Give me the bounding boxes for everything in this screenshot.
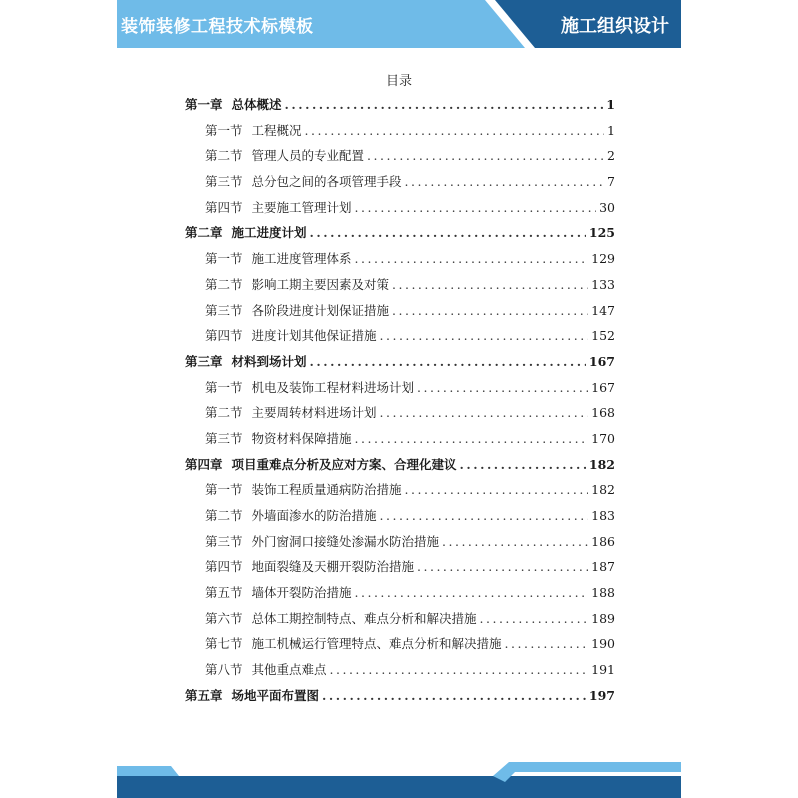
toc-entry-title: 主要施工管理计划 [251, 199, 352, 215]
toc-entry-number: 第三节 [205, 533, 243, 549]
toc-entry-title: 总体工期控制特点、难点分析和解决措施 [251, 610, 477, 626]
toc-dot-leader [355, 426, 589, 452]
toc-entry-number: 第三节 [205, 302, 243, 318]
toc-section-row[interactable] [185, 580, 615, 606]
toc-entry-number: 第一章 [185, 97, 223, 112]
toc-dot-leader [367, 143, 604, 169]
toc-dot-leader [322, 683, 586, 709]
toc-section-row[interactable] [185, 375, 615, 401]
toc-chapter-row[interactable] [185, 452, 615, 478]
toc-dot-leader [480, 606, 589, 632]
toc-entry-title: 其他重点难点 [251, 662, 327, 678]
toc-entry-title: 总体概述 [231, 97, 282, 112]
toc-page-number: 197 [588, 687, 615, 703]
toc-section-row[interactable] [185, 323, 615, 349]
toc-page-number: 167 [591, 379, 615, 395]
toc-dot-leader [380, 400, 589, 426]
toc-dot-leader [460, 452, 586, 478]
toc-entry-label [205, 375, 414, 401]
toc-entry-title: 装饰工程质量通病防治措施 [251, 482, 402, 498]
toc-page-number: 191 [591, 662, 615, 678]
toc-page-number: 186 [591, 533, 615, 549]
toc-dot-leader [305, 118, 605, 144]
toc-page-number: 170 [591, 430, 615, 446]
toc-entry-label [205, 529, 439, 555]
toc-entry-title: 外墙面渗水的防治措施 [251, 508, 377, 523]
toc-dot-leader [417, 554, 588, 580]
toc-entry-title: 墙体开裂防治措施 [251, 585, 352, 601]
toc-page-number: 189 [591, 610, 615, 626]
toc-dot-leader [442, 529, 588, 555]
toc-page-number: 167 [588, 353, 615, 369]
toc-entry-number: 第一节 [205, 482, 243, 498]
toc-page-number: 30 [599, 199, 615, 215]
toc-entry-number: 第七节 [205, 636, 243, 652]
toc-entry-label [205, 169, 402, 195]
toc-entry-label [205, 195, 352, 221]
toc-dot-leader [285, 92, 604, 118]
toc-entry-label [205, 477, 402, 503]
toc-entry-number: 第二节 [205, 508, 243, 523]
toc-entry-label [205, 118, 302, 144]
toc-entry-title: 外门窗洞口接缝处渗漏水防治措施 [251, 533, 440, 549]
toc-entry-number: 第三节 [205, 430, 243, 446]
toc-section-row[interactable] [185, 529, 615, 555]
toc-entry-number: 第一节 [205, 379, 243, 395]
toc-entry-title: 施工进度计划 [231, 225, 307, 241]
toc-entry-label [205, 554, 414, 580]
toc-page-number: 182 [591, 482, 615, 498]
toc-entry-title: 各阶段进度计划保证措施 [251, 302, 390, 318]
toc-entry-number: 第三节 [205, 174, 243, 190]
toc-page-number: 168 [591, 405, 615, 421]
toc-dot-leader [392, 298, 588, 324]
toc-dot-leader [355, 580, 589, 606]
toc-page-number: 152 [591, 328, 615, 344]
toc-section-row[interactable] [185, 272, 615, 298]
toc-entry-label [185, 683, 319, 709]
toc-entry-number: 第六节 [205, 610, 243, 626]
toc-entry-number: 第二节 [205, 405, 243, 421]
toc-section-row[interactable] [185, 400, 615, 426]
toc-entry-label [205, 580, 352, 606]
toc-page-number: 125 [588, 225, 615, 241]
toc-entry-title: 进度计划其他保证措施 [251, 328, 377, 344]
document-category: 施工组织设计 [561, 16, 669, 37]
toc-dot-leader [417, 375, 588, 401]
toc-dot-leader [330, 657, 589, 683]
toc-entry-title: 总分包之间的各项管理手段 [251, 174, 402, 190]
toc-dot-leader [355, 246, 589, 272]
toc-chapter-row[interactable] [185, 349, 615, 375]
toc-entry-label [205, 246, 352, 272]
toc-page-number: 7 [607, 174, 615, 190]
toc-title: 目录 [385, 74, 412, 89]
toc-dot-leader [310, 349, 586, 375]
toc-page-number: 1 [606, 97, 615, 112]
toc-dot-leader [392, 272, 588, 298]
toc-section-row[interactable] [185, 298, 615, 324]
footer-banner-shapes [117, 762, 681, 798]
toc-entry-label [185, 92, 282, 118]
toc-section-row[interactable] [185, 477, 615, 503]
toc-page-number: 2 [607, 148, 615, 164]
toc-page-number: 133 [591, 276, 615, 292]
toc-dot-leader [405, 169, 605, 195]
toc-entry-title: 施工进度管理体系 [251, 251, 352, 267]
toc-entry-title: 地面裂缝及天棚开裂防治措施 [251, 559, 415, 575]
toc-entry-title: 机电及装饰工程材料进场计划 [251, 379, 415, 395]
toc-section-row[interactable] [185, 195, 615, 221]
toc-entry-number: 第五节 [205, 585, 243, 601]
toc-page-number: 147 [591, 302, 615, 318]
document-title: 装饰装修工程技术标模板 [121, 17, 314, 37]
toc-section-row[interactable] [185, 143, 615, 169]
toc-page-number: 129 [591, 251, 615, 267]
header-banner [117, 0, 681, 48]
toc-section-row[interactable] [185, 554, 615, 580]
toc-entry-number: 第一节 [205, 251, 243, 267]
toc-entry-number: 第四节 [205, 559, 243, 575]
toc-dot-leader [380, 323, 589, 349]
toc-entry-number: 第三章 [185, 353, 223, 369]
toc-section-row[interactable] [185, 426, 615, 452]
toc-section-row[interactable] [185, 657, 615, 683]
table-of-contents [185, 92, 615, 709]
toc-section-row[interactable] [185, 606, 615, 632]
toc-entry-number: 第四章 [185, 456, 223, 472]
toc-entry-title: 工程概况 [251, 122, 302, 138]
toc-entry-title: 管理人员的专业配置 [251, 148, 365, 164]
toc-section-row[interactable] [185, 118, 615, 144]
toc-entry-number: 第一节 [205, 122, 243, 138]
toc-chapter-row[interactable] [185, 683, 615, 709]
toc-entry-label [205, 657, 327, 683]
toc-entry-number: 第八节 [205, 662, 243, 678]
toc-entry-number: 第二节 [205, 148, 243, 164]
toc-entry-number: 第二章 [185, 225, 223, 241]
toc-entry-label [205, 426, 352, 452]
toc-entry-title: 场地平面布置图 [231, 687, 320, 703]
toc-page-number: 1 [607, 122, 615, 138]
toc-dot-leader [505, 631, 589, 657]
toc-page-number: 183 [591, 508, 615, 523]
toc-section-row[interactable] [185, 169, 615, 195]
toc-page-number: 187 [591, 559, 615, 575]
toc-chapter-row[interactable] [185, 92, 615, 118]
toc-chapter-row[interactable] [185, 220, 615, 246]
toc-entry-number: 第四节 [205, 199, 243, 215]
toc-section-row[interactable] [185, 631, 615, 657]
toc-entry-label [205, 143, 364, 169]
toc-entry-label [205, 298, 389, 324]
toc-entry-label [205, 400, 377, 426]
toc-page-number: 182 [588, 456, 615, 472]
toc-entry-label [205, 606, 477, 632]
toc-entry-label [205, 272, 389, 298]
toc-dot-leader [405, 477, 589, 503]
toc-entry-title: 影响工期主要因素及对策 [251, 276, 390, 292]
toc-page-number: 188 [591, 585, 615, 601]
footer-banner [117, 762, 681, 798]
toc-section-row[interactable] [185, 503, 615, 529]
toc-entry-label [185, 220, 307, 246]
toc-entry-label [205, 631, 502, 657]
toc-entry-label [185, 452, 457, 478]
toc-entry-label [205, 323, 377, 349]
toc-dot-leader [310, 220, 586, 246]
toc-entry-title: 主要周转材料进场计划 [251, 405, 377, 421]
toc-entry-title: 材料到场计划 [231, 353, 307, 369]
toc-dot-leader [355, 195, 597, 221]
toc-entry-number: 第四节 [205, 328, 243, 344]
toc-page-number: 190 [591, 636, 615, 652]
toc-section-row[interactable] [185, 246, 615, 272]
toc-entry-number: 第五章 [185, 687, 223, 703]
toc-entry-title: 项目重难点分析及应对方案、合理化建议 [231, 456, 457, 472]
toc-dot-leader [380, 503, 589, 529]
toc-entry-label [205, 503, 377, 529]
toc-entry-title: 物资材料保障措施 [251, 430, 352, 446]
toc-entry-number: 第二节 [205, 276, 243, 292]
toc-entry-label [185, 349, 307, 375]
toc-entry-title: 施工机械运行管理特点、难点分析和解决措施 [251, 636, 502, 652]
